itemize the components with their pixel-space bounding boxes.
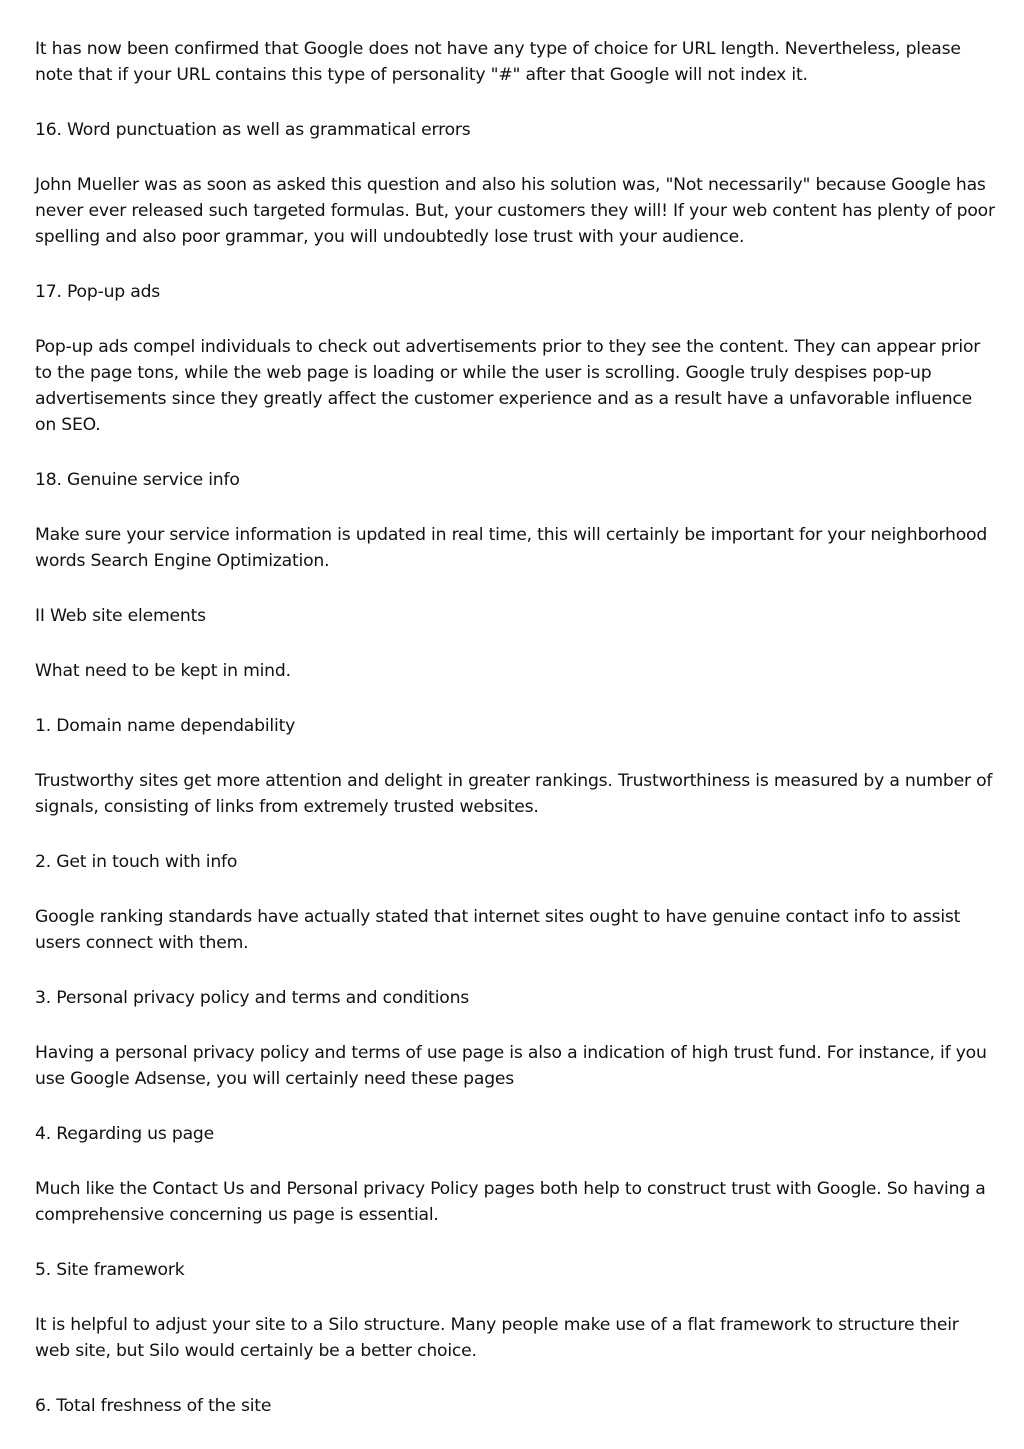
document-body (35, 36, 995, 1448)
heading-5-site-framework: 5. Site framework (35, 1260, 185, 1280)
paragraph-keep-in-mind: What need to be kept in mind. (35, 661, 291, 681)
paragraph-service-info: Make sure your service information is updated in real time, this will certainly be important for your neighborhood words Search Engine Optimization. (35, 525, 988, 571)
paragraph-popup-ads: Pop-up ads compel individuals to check out advertisements prior to they see the content. They can appear prior to the page tons, while the web page is loading or while the user is scrolling. Google truly despises pop-up advertisements since they greatly affect the customer experience and as a result have a unfavorable influence on SEO. (35, 337, 981, 435)
heading-16-punctuation-grammar: 16. Word punctuation as well as grammatical errors (35, 120, 471, 140)
heading-1-domain-dependability: 1. Domain name dependability (35, 716, 296, 736)
paragraph-about-us: Much like the Contact Us and Personal privacy Policy pages both help to construct trust with Google. So having a comprehensive concerning us page is essential. (35, 1179, 986, 1225)
heading-4-about-us: 4. Regarding us page (35, 1124, 215, 1144)
heading-17-popup-ads: 17. Pop-up ads (35, 282, 161, 302)
paragraph-site-framework: It is helpful to adjust your site to a Silo structure. Many people make use of a flat framework to structure their web site, but Silo would certainly be a better choice. (35, 1315, 959, 1361)
paragraph-trustworthy-sites: Trustworthy sites get more attention and delight in greater rankings. Trustworthiness is measured by a number of signals, consisting of links from extremely trusted websites. (35, 771, 993, 817)
heading-6-site-freshness: 6. Total freshness of the site (35, 1396, 272, 1416)
heading-website-elements: II Web site elements (35, 606, 206, 626)
heading-2-contact-info: 2. Get in touch with info (35, 852, 238, 872)
paragraph-contact-info: Google ranking standards have actually stated that internet sites ought to have genuine contact info to assist users connect with them. (35, 907, 961, 953)
heading-18-service-info: 18. Genuine service info (35, 470, 240, 490)
heading-3-privacy-policy: 3. Personal privacy policy and terms and conditions (35, 988, 470, 1008)
paragraph-john-mueller: John Mueller was as soon as asked this question and also his solution was, "Not necessarily" because Google has never ever released such targeted formulas. But, your customers they will! If your web content has plenty of poor spelling and also poor grammar, you will undoubtedly lose trust with your audience. (35, 175, 995, 247)
paragraph-privacy-policy: Having a personal privacy policy and terms of use page is also a indication of high trust fund. For instance, if you use Google Adsense, you will certainly need these pages (35, 1043, 987, 1089)
paragraph-url-length: It has now been confirmed that Google does not have any type of choice for URL length. Nevertheless, please note that if your URL contains this type of personality "#" after that Google will not index it. (35, 39, 961, 85)
